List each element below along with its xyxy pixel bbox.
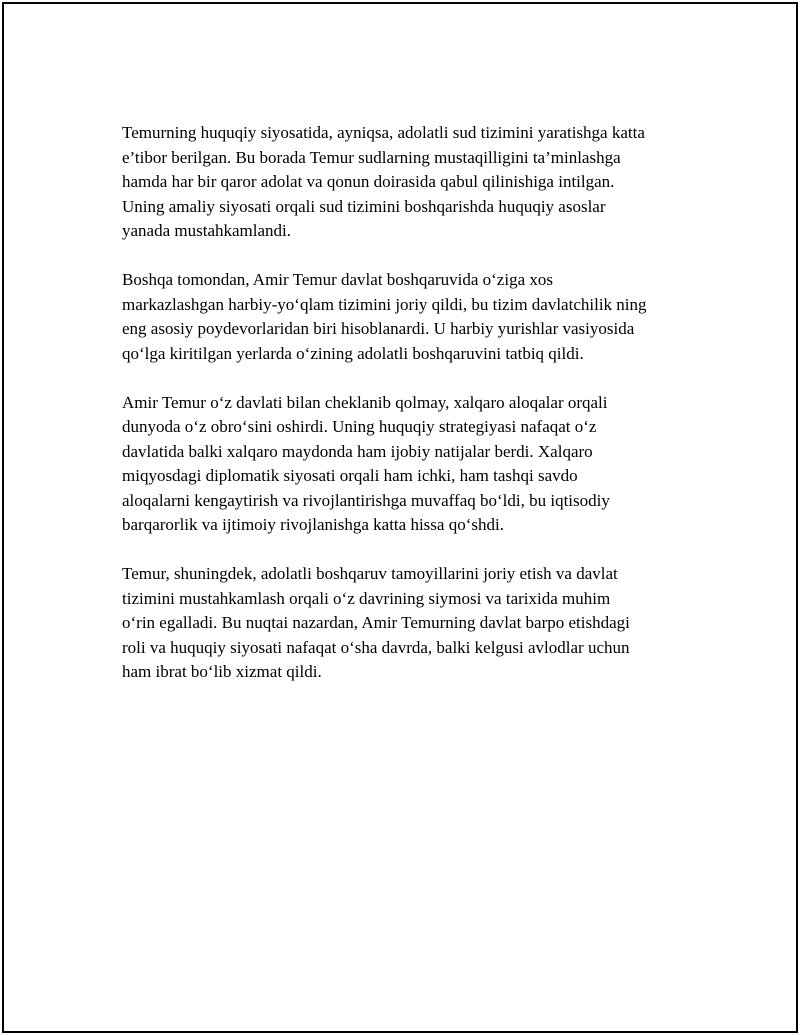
paragraph-4 (122, 562, 702, 685)
document-body (122, 121, 702, 709)
paragraph-line: hamda har bir qaror adolat va qonun doirasida qabul qilinishiga intilgan. (122, 172, 615, 191)
paragraph-line: Uning amaliy siyosati orqali sud tizimini boshqarishda huquqiy asoslar (122, 196, 606, 216)
paragraph-line: Temur, shuningdek, adolatli boshqaruv tamoyillarini joriy etish va davlat (122, 564, 618, 583)
paragraph-3 (122, 391, 702, 538)
paragraph-line: o‘rin egalladi. Bu nuqtai nazardan, Amir Temurning davlat barpo etishdagi (122, 613, 630, 632)
paragraph-line: markazlashgan harbiy-yo‘qlam tizimini joriy qildi, bu tizim davlatchilik ning (122, 294, 647, 314)
paragraph-line: aloqalarni kengaytirish va rivojlantirishga muvaffaq bo‘ldi, bu iqtisodiy (122, 490, 610, 510)
paragraph-line: Boshqa tomondan, Amir Temur davlat boshqaruvida o‘ziga xos (122, 270, 553, 289)
page-frame (2, 2, 798, 1033)
paragraph-line: tizimini mustahkamlash orqali o‘z davrining siymosi va tarixida muhim (122, 588, 611, 608)
paragraph-line: roli va huquqiy siyosati nafaqat o‘sha davrda, balki kelgusi avlodlar uchun (122, 637, 630, 657)
paragraph-line: barqarorlik va ijtimoiy rivojlanishga katta hissa qo‘shdi. (122, 515, 504, 534)
paragraph-line: ham ibrat bo‘lib xizmat qildi. (122, 662, 322, 681)
paragraph-line: miqyosdagi diplomatik siyosati orqali ham ichki, ham tashqi savdo (122, 466, 578, 485)
paragraph-line: dunyoda o‘z obro‘sini oshirdi. Uning huquqiy strategiyasi nafaqat o‘z (122, 417, 597, 436)
paragraph-line: yanada mustahkamlandi. (122, 221, 292, 240)
paragraph-line: eng asosiy poydevorlaridan biri hisoblanardi. U harbiy yurishlar vasiyosida (122, 319, 635, 338)
paragraph-line: qo‘lga kiritilgan yerlarda o‘zining adolatli boshqaruvini tatbiq qildi. (122, 343, 584, 363)
paragraph-line: e’tibor berilgan. Bu borada Temur sudlarning mustaqilligini ta’minlashga (122, 147, 621, 167)
paragraph-1 (122, 121, 702, 244)
paragraph-line: Temurning huquqiy siyosatida, ayniqsa, adolatli sud tizimini yaratishga katta (122, 123, 645, 142)
paragraph-line: davlatida balki xalqaro maydonda ham ijobiy natijalar berdi. Xalqaro (122, 441, 593, 461)
paragraph-line: Amir Temur o‘z davlati bilan cheklanib qolmay, xalqaro aloqalar orqali (122, 392, 608, 412)
paragraph-2 (122, 268, 702, 366)
